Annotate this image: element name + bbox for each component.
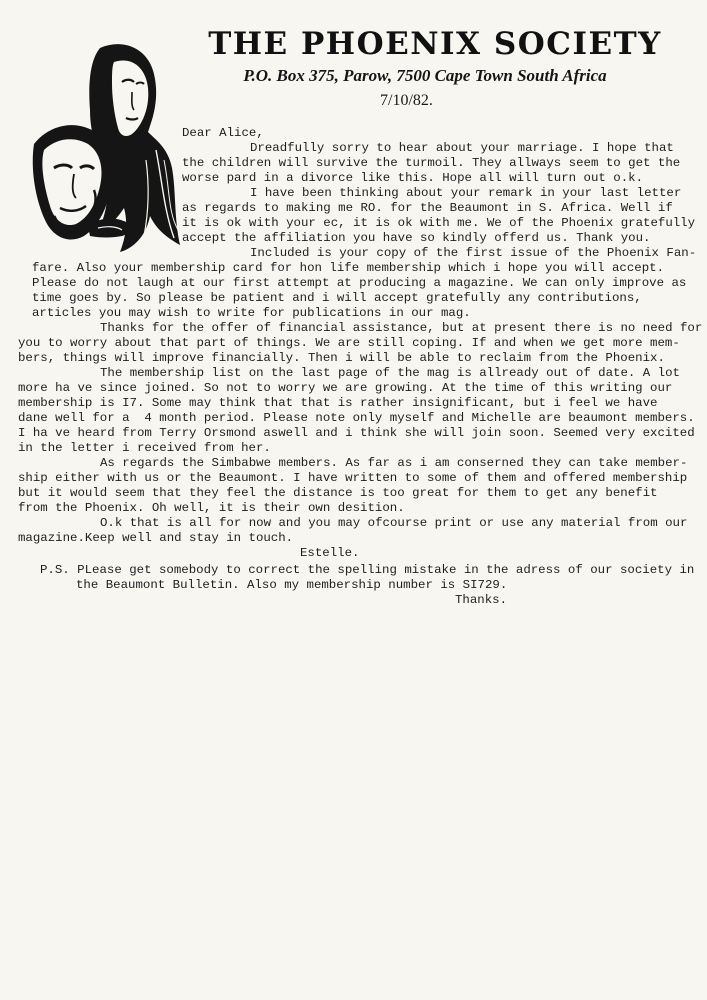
letter-line: The membership list on the last page of the mag is allready out of date. A lot <box>100 366 680 380</box>
letter-line: as regards to making me RO. for the Beaumont in S. Africa. Well if <box>182 201 673 215</box>
letter-line: but it would seem that they feel the distance is too great for them to get any benefit <box>18 486 658 500</box>
letter-line: dane well for a 4 month period. Please note only myself and Michelle are beaumont members. <box>18 411 695 425</box>
letter-line: it is ok with your ec, it is ok with me. We of the Phoenix gratefully <box>182 216 696 230</box>
letter-line: ship either with us or the Beaumont. I have written to some of them and offered membership <box>18 471 688 485</box>
letter-line: Dreadfully sorry to hear about your marriage. I hope that <box>250 141 674 155</box>
postscript-line: P.S. PLease get somebody to correct the spelling mistake in the adress of our society in <box>40 563 695 577</box>
postscript-thanks: Thanks. <box>455 593 508 607</box>
salutation: Dear Alice, <box>182 126 264 140</box>
letter-line: you to worry about that part of things. We are still coping. If and when we get more mem- <box>18 336 680 350</box>
letter-line: articles you may wish to write for publications in our mag. <box>32 306 471 320</box>
letter-line: worse pard in a divorce like this. Hope all will turn out o.k. <box>182 171 644 185</box>
society-title: THE PHOENIX SOCIETY <box>208 26 662 62</box>
letter-line: in the letter i received from her. <box>18 441 271 455</box>
letter-line: Included is your copy of the first issue of the Phoenix Fan- <box>250 246 697 260</box>
letter-line: Thanks for the offer of financial assistance, but at present there is no need for <box>100 321 703 335</box>
letter-line: more ha ve since joined. So not to worry we are growing. At the time of this writing our <box>18 381 673 395</box>
letter-line: bers, things will improve financially. Then i will be able to reclaim from the Phoenix. <box>18 351 665 365</box>
signature: Estelle. <box>300 546 360 560</box>
letter-line: Please do not laugh at our first attempt at producing a magazine. We can only improve as <box>32 276 687 290</box>
postscript-line: the Beaumont Bulletin. Also my membership number is SI729. <box>76 578 508 592</box>
letter-line: from the Phoenix. Oh well, it is their own desition. <box>18 501 405 515</box>
letter-line: magazine.Keep well and stay in touch. <box>18 531 294 545</box>
letter-line: I ha ve heard from Terry Orsmond aswell and i think she will join soon. Seemed very excited <box>18 426 695 440</box>
letter-line: As regards the Simbabwe members. As far as i am conserned they can take member- <box>100 456 688 470</box>
society-address: P.O. Box 375, Parow, 7500 Cape Town South Africa <box>243 66 607 85</box>
letter-line: O.k that is all for now and you may ofcourse print or use any material from our <box>100 516 688 530</box>
letter-line: fare. Also your membership card for hon life membership which i hope you will accept. <box>32 261 665 275</box>
letter-line: time goes by. So please be patient and i will accept gratefully any contributions, <box>32 291 642 305</box>
letter-line: I have been thinking about your remark in your last letter <box>250 186 682 200</box>
letter-line: accept the affiliation you have so kindly offerd us. Thank you. <box>182 231 651 245</box>
letter-line: the children will survive the turmoil. They allways seem to get the <box>182 156 681 170</box>
letter-line: membership is I7. Some may think that that is rather insignificant, but i feel we have <box>18 396 658 410</box>
letter-date: 7/10/82. <box>380 92 433 109</box>
